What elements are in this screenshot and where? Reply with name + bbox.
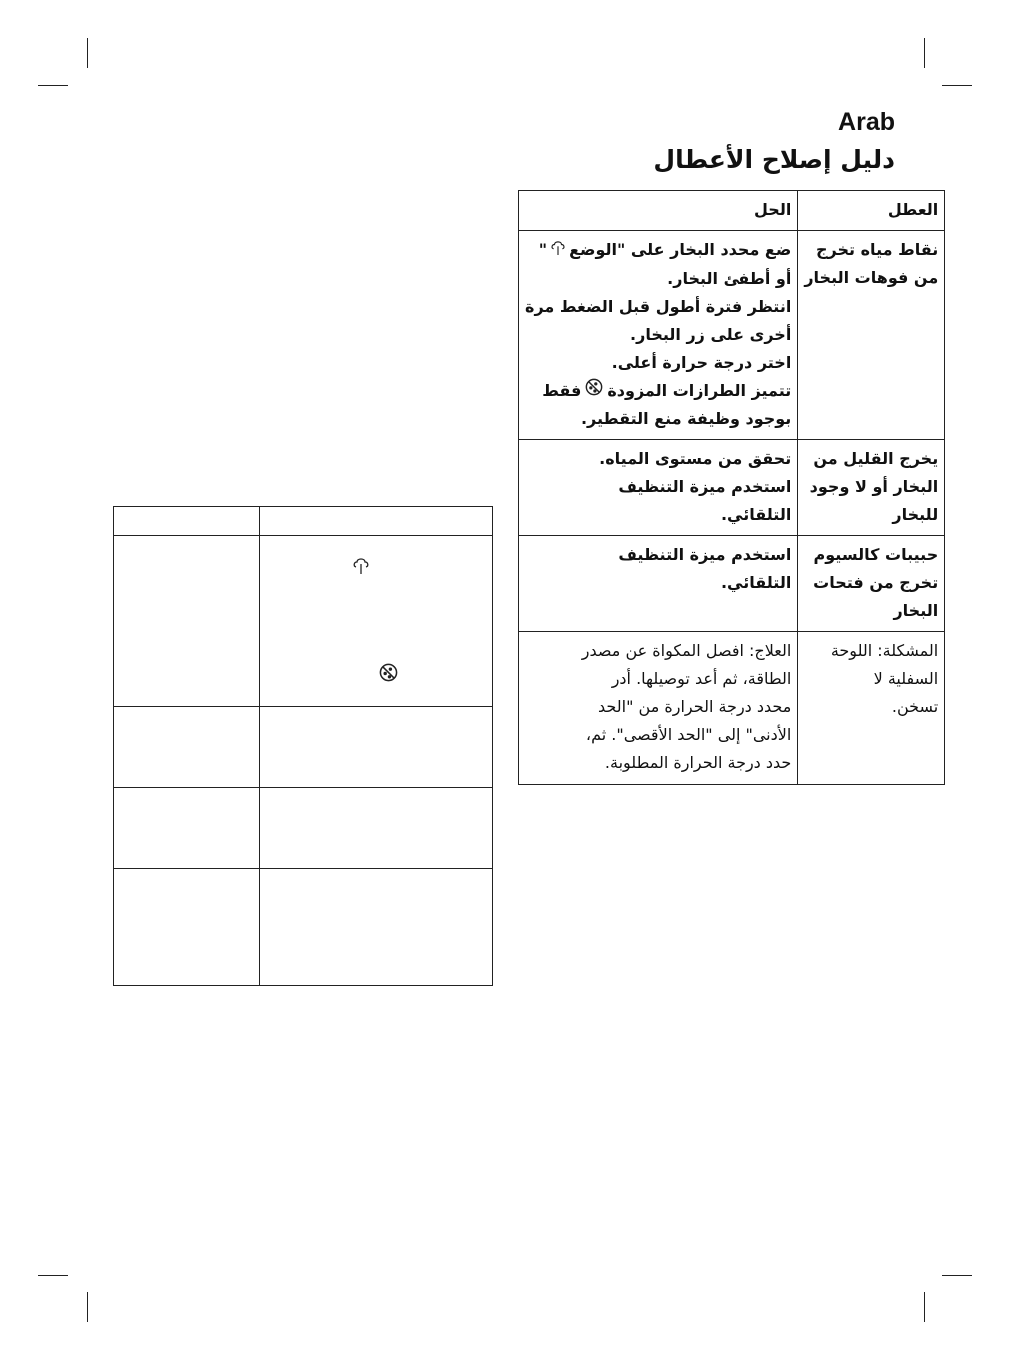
table-row	[519, 440, 945, 536]
troubleshooting-table	[518, 190, 945, 785]
problem-text: البخار أو لا وجود	[809, 477, 939, 496]
solution-line	[525, 749, 791, 777]
solution-text: استخدم ميزة التنظيف	[618, 477, 792, 496]
anti-drip-icon	[585, 377, 603, 405]
solution-line	[525, 265, 791, 293]
solution-text: تحقق من مستوى المياه.	[599, 449, 792, 468]
crop-mark	[87, 38, 88, 68]
table-row	[519, 536, 945, 632]
steam-icon	[551, 237, 565, 265]
crop-mark	[38, 85, 68, 86]
solution-line	[525, 501, 791, 529]
solution-text: أخرى على زر البخار.	[630, 324, 792, 344]
solution-text: الأدنى" إلى "الحد الأقصى". ثم،	[585, 725, 792, 744]
solution-line	[525, 637, 791, 665]
solution-line	[525, 473, 791, 501]
problem-text: البخار	[893, 601, 939, 620]
steam-icon	[353, 557, 369, 579]
problem-text: للبخار	[892, 505, 939, 524]
anti-drip-icon	[379, 663, 398, 686]
solution-line	[525, 377, 791, 406]
crop-mark	[942, 85, 972, 86]
problem-text: تسخن.	[891, 697, 939, 716]
solution-line	[525, 693, 791, 721]
solution-text: العلاج: افصل المكواة عن مصدر	[581, 641, 792, 660]
crop-mark	[38, 1275, 68, 1276]
blank-cell	[260, 536, 493, 707]
problem-cell	[798, 231, 945, 440]
crop-mark	[924, 1292, 925, 1322]
blank-cell	[260, 707, 493, 788]
solution-line	[525, 405, 791, 433]
problem-text: السفلية لا	[873, 669, 939, 688]
blank-cell	[114, 869, 260, 986]
solution-text: محدد درجة الحرارة من "الحد	[598, 697, 792, 716]
problem-text: تخرج من فتحات	[813, 573, 939, 592]
blank-cell	[114, 507, 260, 536]
solution-text: بوجود وظيفة منع التقطير.	[580, 409, 792, 428]
blank-cell	[260, 869, 493, 986]
solution-cell	[519, 440, 798, 536]
problem-cell	[798, 440, 945, 536]
solution-line	[525, 541, 791, 569]
problem-text: يخرج القليل من	[813, 449, 939, 468]
blank-table	[113, 506, 493, 986]
solution-text: استخدم ميزة التنظيف	[618, 545, 792, 564]
solution-line	[525, 293, 791, 321]
solution-cell	[519, 632, 798, 785]
problem-text: حبيبات كالسيوم	[813, 545, 939, 564]
solution-line	[525, 321, 791, 349]
solution-text: تتميز الطرازات المزودة	[607, 380, 792, 400]
solution-text: "	[538, 240, 548, 259]
solution-cell	[519, 536, 798, 632]
solution-line	[525, 665, 791, 693]
solution-line	[525, 445, 791, 473]
solution-line	[525, 721, 791, 749]
solution-text: فقط	[542, 380, 582, 400]
solution-text: اختر درجة حرارة أعلى.	[611, 352, 792, 372]
language-label: Arab	[838, 108, 895, 136]
solution-text: التلقائي.	[720, 505, 792, 524]
solution-text: حدد درجة الحرارة المطلوبة.	[604, 753, 792, 772]
solution-text: ضع محدد البخار على "الوضع	[569, 240, 792, 259]
crop-mark	[942, 1275, 972, 1276]
crop-mark	[87, 1292, 88, 1322]
solution-line	[525, 236, 791, 265]
solution-cell	[519, 231, 798, 440]
problem-cell	[798, 632, 945, 785]
problem-text: نقاط مياه تخرج	[816, 240, 939, 259]
table-header-row	[519, 191, 945, 231]
crop-mark	[924, 38, 925, 68]
blank-cell	[114, 707, 260, 788]
blank-cell	[260, 788, 493, 869]
solution-text: التلقائي.	[720, 573, 792, 592]
solution-text: الطاقة، ثم أعد توصيلها. أدر	[611, 669, 792, 688]
problem-cell	[798, 536, 945, 632]
solution-text: انتظر فترة أطول قبل الضغط مرة	[525, 296, 792, 316]
problem-text: المشكلة: اللوحة	[830, 641, 939, 660]
solution-line	[525, 349, 791, 377]
problem-text: من فوهات البخار	[804, 268, 939, 287]
solution-line	[525, 569, 791, 597]
blank-cell	[114, 788, 260, 869]
solution-text: أو أطفئ البخار.	[667, 268, 792, 288]
header-solution: الحل	[519, 191, 798, 231]
table-row	[519, 231, 945, 440]
blank-cell	[114, 536, 260, 707]
page-title: دليل إصلاح الأعطال	[653, 145, 895, 174]
table-row	[519, 632, 945, 785]
blank-cell	[260, 507, 493, 536]
header-problem: العطل	[798, 191, 945, 231]
